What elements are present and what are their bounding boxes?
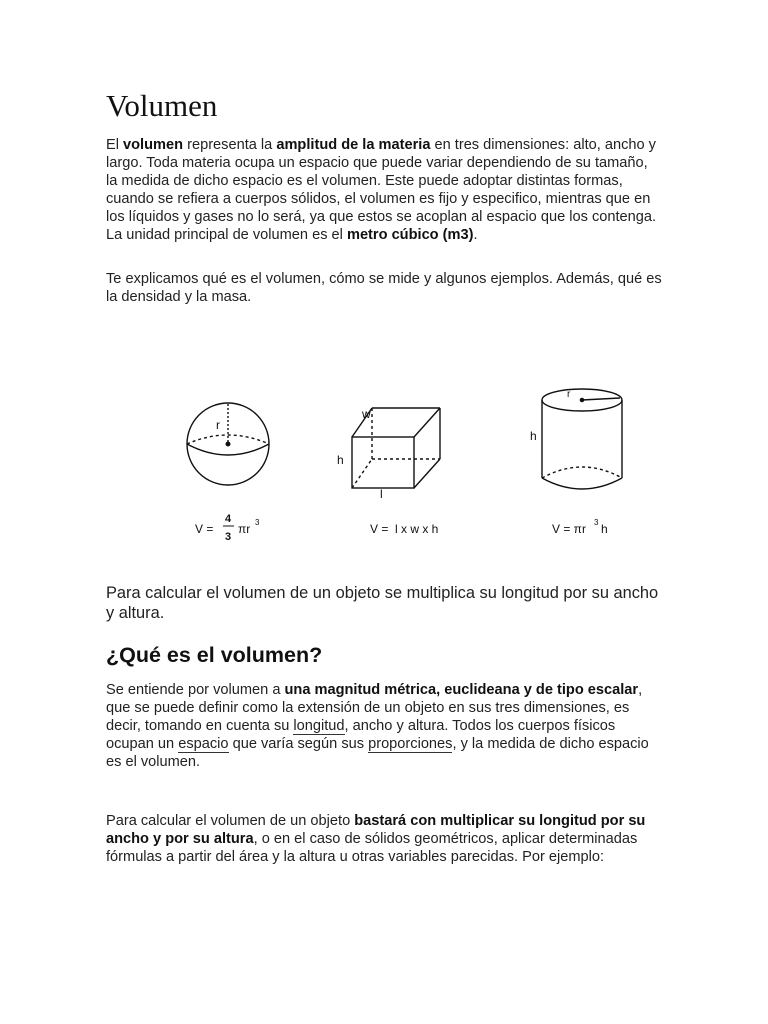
text-span: , ancho y altura. Todos los cuerpos físicos ocupan un: [106, 718, 616, 753]
text-span: representa la: [183, 137, 277, 153]
sphere-formula-numerator: 4: [225, 513, 232, 525]
sphere-shape: [187, 403, 269, 485]
cylinder-shape: [542, 389, 622, 489]
calculation-paragraph: [106, 812, 662, 866]
sphere-formula-rest: πr: [238, 522, 251, 536]
volume-formulas-figure: [180, 380, 640, 550]
bold-definition: una magnitud métrica, euclideana y de tipo escalar: [284, 682, 639, 698]
intro-paragraph: [106, 136, 662, 245]
definition-paragraph: [106, 681, 662, 771]
text-span: , que se puede definir como la extensión de un objeto en sus tres dimensiones, es decir, tomando en cuenta su: [106, 682, 643, 735]
summary-paragraph: Te explicamos qué es el volumen, cómo se mide y algunos ejemplos. Además, qué es la densidad y la masa.: [106, 271, 662, 306]
sphere-formula-v: V =: [195, 522, 214, 536]
text-span: en tres dimensiones: alto, ancho y largo. Toda materia ocupa un espacio que puede variar dependiendo de su tamaño, la medida de dicho espacio es el volumen. Este puede adoptar distintas formas, cuando se refiera a cuerpos sólidos, el volumen es fijo y especifico, mientras que en los líquidos y gases no lo será, ya que estos se acoplan al espacio que los contenga. La unidad principal de volumen es el: [106, 137, 657, 244]
text-span: , y la medida de dicho espacio es el volumen.: [106, 736, 649, 771]
sphere-formula-exponent: 3: [255, 518, 260, 527]
section-heading: ¿Qué es el volumen?: [106, 643, 323, 667]
text-span: .: [473, 227, 478, 244]
text-span: , o en el caso de sólidos geométricos, aplicar determinadas fórmulas a partir del área y la altura u otras variables parecidas. Por ejemplo:: [106, 831, 638, 866]
sphere-formula-denominator: 3: [225, 531, 232, 543]
bold-term-metro-cubico: metro cúbico (m3): [346, 227, 474, 244]
box-width-label: w: [362, 407, 371, 421]
text-span: El: [106, 137, 124, 153]
figure-caption: Para calcular el volumen de un objeto se multiplica su longitud por su ancho y altura.: [106, 584, 659, 622]
page-title: Volumen: [106, 88, 218, 123]
cylinder-formula-main: V = πr: [552, 522, 586, 536]
text-span: que varía según sus: [228, 736, 369, 753]
bold-term-amplitud: amplitud de la materia: [276, 137, 431, 153]
cylinder-radius-label: r: [567, 389, 571, 400]
sphere-radius-label: r: [216, 418, 220, 432]
bold-rule: bastará con multiplicar su longitud por su ancho y por su altura: [106, 813, 646, 848]
link-longitud[interactable]: longitud: [293, 718, 345, 735]
text-span: Se entiende por volumen a: [106, 682, 285, 698]
link-espacio[interactable]: espacio: [178, 736, 229, 753]
cylinder-formula-exponent: 3: [594, 518, 599, 527]
box-height-label: h: [337, 453, 344, 467]
figure-svg: [180, 380, 640, 550]
text-span: Para calcular el volumen de un objeto: [106, 813, 355, 829]
cylinder-formula-end: h: [601, 522, 608, 536]
cylinder-height-label: h: [530, 429, 537, 443]
box-length-label: l: [380, 487, 383, 501]
link-proporciones[interactable]: proporciones: [368, 736, 453, 753]
bold-term-volumen: volumen: [123, 137, 184, 153]
box-formula: V = l x w x h: [370, 522, 439, 536]
